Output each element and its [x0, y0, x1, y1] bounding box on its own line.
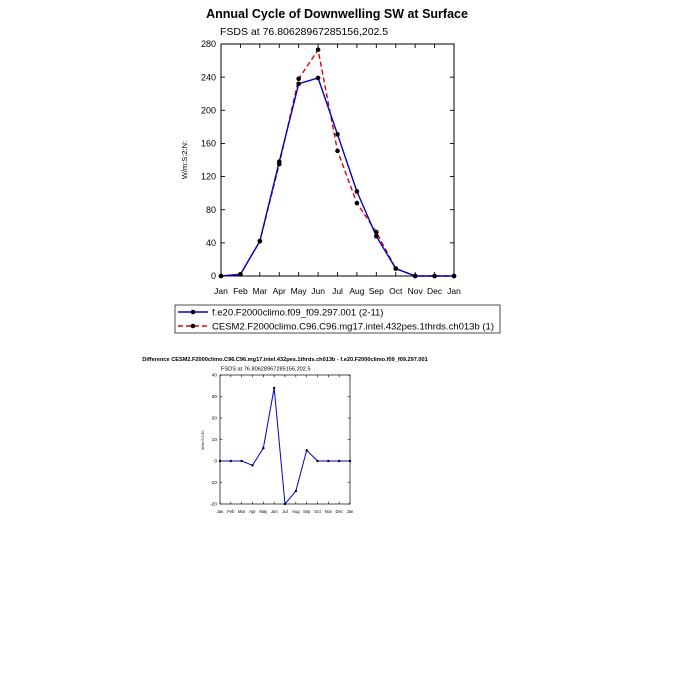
- difference-series-1-point-8: [305, 449, 307, 451]
- main-series-1-point-5: [316, 76, 321, 81]
- main-series-2-point-4: [296, 77, 301, 82]
- difference-series-1-point-11: [338, 460, 340, 462]
- main-series-line-1: [221, 78, 454, 276]
- difference-series-1-point-5: [273, 387, 275, 389]
- main-x-tick-label-10: Nov: [407, 286, 423, 296]
- difference-x-tick-label-6: Jul: [282, 509, 288, 514]
- main-series-2-point-0: [219, 274, 224, 279]
- main-series-2-point-11: [432, 274, 437, 279]
- difference-series-1-point-10: [327, 460, 329, 462]
- difference-chart-subtitle: FSDS at 76.80628967285156,202.5: [221, 366, 311, 373]
- difference-y-tick-label-6: 40: [211, 373, 217, 379]
- difference-x-tick-label-3: Apr: [249, 509, 256, 514]
- main-x-tick-label-8: Sep: [368, 286, 384, 296]
- main-legend: [175, 305, 500, 333]
- difference-y-tick-label-2: 0: [214, 459, 217, 465]
- main-series-2-point-5: [316, 48, 321, 53]
- difference-x-tick-label-7: Aug: [292, 509, 300, 514]
- main-axis-ticks: [201, 39, 461, 296]
- main-series-layer: [219, 48, 457, 279]
- main-series-2-point-3: [277, 162, 282, 167]
- difference-x-tick-label-8: Sep: [302, 509, 311, 514]
- main-y-tick-label-0: 0: [210, 271, 216, 282]
- difference-series-1-point-7: [295, 490, 297, 492]
- difference-series-line-1: [220, 388, 350, 504]
- difference-series-1-point-6: [284, 503, 286, 505]
- main-series-1-point-8: [374, 234, 379, 239]
- difference-x-tick-label-9: Oct: [314, 509, 321, 514]
- difference-series-1-point-12: [349, 460, 351, 462]
- main-x-tick-label-3: Apr: [272, 286, 286, 296]
- difference-axis-ticks: [210, 373, 354, 514]
- difference-x-tick-label-10: Nov: [324, 509, 333, 514]
- difference-plot-frame: [220, 375, 350, 504]
- main-x-tick-label-1: Feb: [233, 286, 248, 296]
- main-y-tick-label-4: 160: [200, 138, 216, 149]
- main-chart-title: Annual Cycle of Downwelling SW at Surface: [206, 7, 468, 21]
- legend-label-series-1: f.e20.F2000climo.f09_f09.297.001 (2-11): [212, 307, 384, 319]
- difference-x-tick-label-12: Jan: [346, 509, 354, 514]
- difference-x-tick-label-4: May: [259, 509, 268, 514]
- main-series-2-point-10: [413, 274, 418, 279]
- main-series-2-point-7: [355, 201, 360, 206]
- difference-y-tick-label-3: 10: [211, 438, 217, 444]
- main-x-tick-label-7: Aug: [349, 286, 365, 296]
- main-x-tick-label-4: May: [290, 286, 307, 296]
- main-x-tick-label-12: Jan: [447, 286, 461, 296]
- difference-series-1-point-1: [230, 460, 232, 462]
- difference-series-1-point-2: [240, 460, 242, 462]
- difference-y-tick-label-5: 30: [211, 395, 217, 401]
- main-series-1-point-6: [335, 132, 340, 137]
- difference-x-tick-label-2: Mar: [238, 509, 246, 514]
- main-series-2-point-1: [238, 272, 243, 277]
- difference-y-tick-label-1: -10: [210, 481, 217, 487]
- legend-marker-series-2: [191, 324, 196, 329]
- difference-x-tick-label-11: Dec: [335, 509, 343, 514]
- difference-x-tick-label-0: Jan: [216, 509, 224, 514]
- main-x-tick-label-0: Jan: [214, 286, 228, 296]
- main-series-2-point-12: [452, 274, 457, 279]
- difference-series-1-point-9: [316, 460, 318, 462]
- difference-series-layer: [219, 387, 351, 506]
- difference-y-tick-label-4: 20: [211, 416, 217, 422]
- difference-y-axis-label: W/m:S:2:N:: [201, 430, 205, 450]
- main-y-tick-label-7: 280: [200, 39, 216, 50]
- main-x-tick-label-5: Jun: [311, 286, 325, 296]
- main-y-axis-label: W/m:S:2:N:: [180, 140, 189, 180]
- main-series-line-2: [221, 50, 454, 276]
- main-y-tick-label-5: 200: [200, 105, 216, 116]
- main-series-2-point-9: [393, 266, 398, 271]
- main-x-tick-label-2: Mar: [252, 286, 268, 296]
- legend-marker-series-1: [191, 310, 196, 315]
- main-x-tick-label-6: Jul: [332, 286, 343, 296]
- main-series-2-point-2: [258, 239, 263, 244]
- difference-chart-title: Difference CESM2.F2000climo.C96.C96.mg17.intel.432pes.1thrds.ch013b - f.e20.F2000climo.f09_f09.297.001: [142, 357, 428, 363]
- main-y-tick-label-3: 120: [200, 171, 216, 182]
- legend-label-series-2: CESM2.F2000climo.C96.C96.mg17.intel.432pes.1thrds.ch013b (1): [212, 321, 494, 333]
- main-chart-subtitle: FSDS at 76.80628967285156,202.5: [220, 26, 389, 38]
- main-series-2-point-8: [374, 230, 379, 235]
- main-series-1-point-4: [296, 81, 301, 86]
- difference-chart: [142, 357, 427, 514]
- difference-y-tick-label-0: -20: [210, 502, 217, 508]
- main-chart: [180, 7, 468, 296]
- difference-x-tick-label-5: Jun: [270, 509, 278, 514]
- difference-x-tick-label-1: Feb: [227, 509, 235, 514]
- main-x-tick-label-9: Oct: [389, 286, 403, 296]
- main-x-tick-label-11: Dec: [427, 286, 443, 296]
- main-y-tick-label-6: 240: [200, 72, 216, 83]
- main-series-2-point-6: [335, 149, 340, 154]
- main-y-tick-label-1: 40: [205, 238, 216, 249]
- main-plot-frame: [221, 44, 454, 276]
- main-series-1-point-7: [355, 189, 360, 194]
- main-y-tick-label-2: 80: [205, 204, 216, 215]
- difference-series-1-point-4: [262, 447, 264, 449]
- difference-series-1-point-3: [251, 464, 253, 466]
- difference-series-1-point-0: [219, 460, 221, 462]
